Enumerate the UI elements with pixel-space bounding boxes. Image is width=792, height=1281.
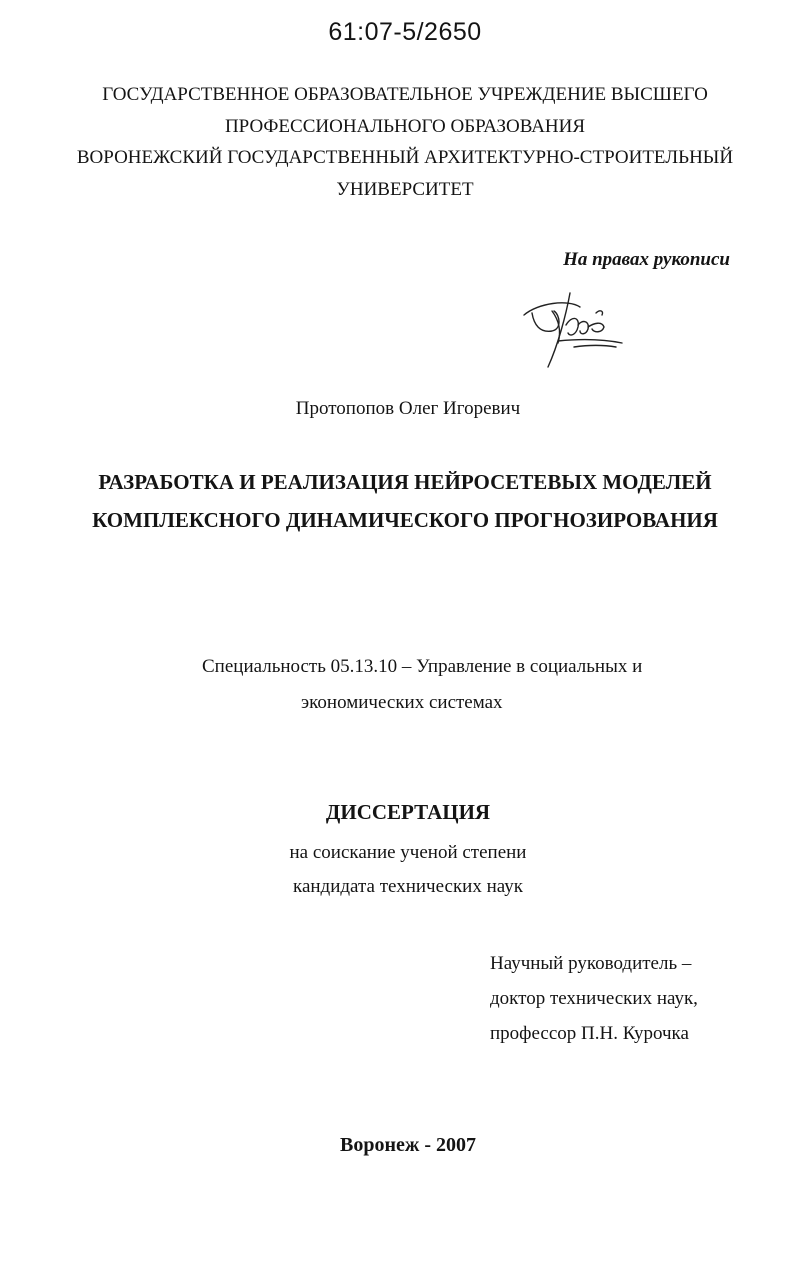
- manuscript-rights: На правах рукописи: [563, 249, 730, 270]
- institution-line-3: ВОРОНЕЖСКИЙ ГОСУДАРСТВЕННЫЙ АРХИТЕКТУРНО-СТРОИТЕЛЬНЫЙ: [76, 147, 734, 168]
- thesis-title-line-1: РАЗРАБОТКА И РЕАЛИЗАЦИЯ НЕЙРОСЕТЕВЫХ МОДЕЛЕЙ: [98, 470, 712, 494]
- author-signature: [518, 285, 628, 373]
- institution-line-4: УНИВЕРСИТЕТ: [336, 179, 474, 200]
- thesis-title-line-2: КОМПЛЕКСНОГО ДИНАМИЧЕСКОГО ПРОГНОЗИРОВАНИЯ: [92, 508, 718, 532]
- supervisor-line-3: профессор П.Н. Курочка: [490, 1023, 689, 1044]
- institution-line-2: ПРОФЕССИОНАЛЬНОГО ОБРАЗОВАНИЯ: [224, 116, 586, 137]
- specialty-line-1: Специальность 05.13.10 – Управление в социальных и: [202, 656, 643, 677]
- supervisor-line-1: Научный руководитель –: [490, 953, 692, 974]
- degree-line-1: на соискание ученой степени: [289, 842, 527, 863]
- degree-line-2: кандидата технических наук: [293, 876, 523, 897]
- supervisor-line-2: доктор технических наук,: [490, 988, 698, 1009]
- dissertation-heading: ДИССЕРТАЦИЯ: [325, 800, 491, 824]
- institution-line-1: ГОСУДАРСТВЕННОЕ ОБРАЗОВАТЕЛЬНОЕ УЧРЕЖДЕНИЕ ВЫСШЕГО: [102, 84, 708, 105]
- author-name: Протопопов Олег Игоревич: [295, 398, 521, 419]
- specialty-line-2: экономических системах: [301, 692, 503, 713]
- city-year: Воронеж - 2007: [339, 1134, 477, 1156]
- catalog-number: 61:07-5/2650: [328, 18, 482, 46]
